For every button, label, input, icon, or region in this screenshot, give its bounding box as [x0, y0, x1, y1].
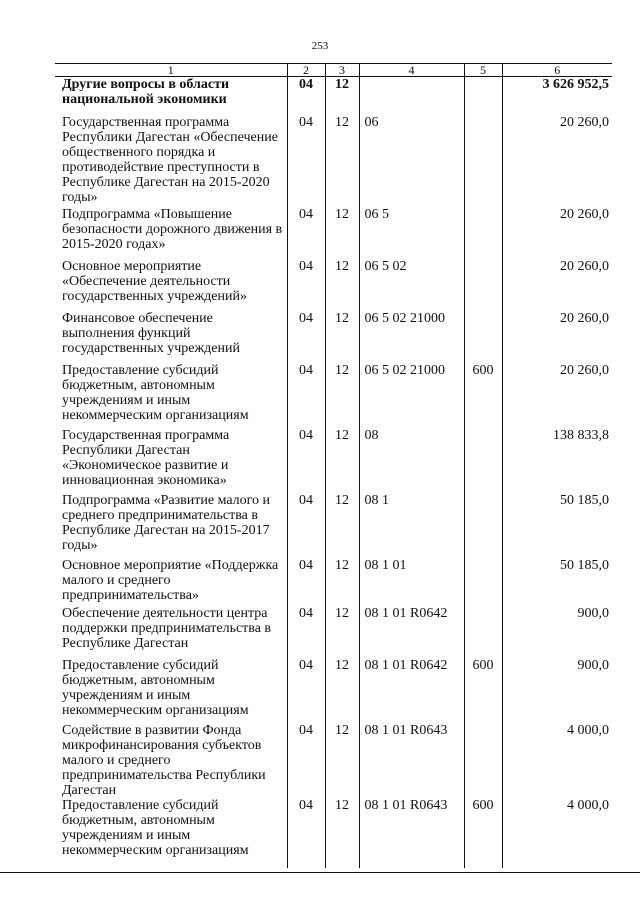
- row-subsection: 12: [325, 311, 359, 363]
- row-target-article: 06 5: [359, 207, 464, 259]
- header-row: [55, 64, 612, 77]
- row-subsection: 12: [325, 798, 359, 868]
- row-target-article: 06 5 02: [359, 259, 464, 311]
- row-expense-type: [464, 723, 502, 798]
- row-section: 04: [287, 558, 325, 606]
- row-expense-type: [464, 606, 502, 658]
- row-subsection: 12: [325, 658, 359, 723]
- row-section: 04: [287, 493, 325, 558]
- row-name: Подпрограмма «Повышение безопасности дорожного движения в 2015-2020 годах»: [62, 206, 283, 252]
- row-section: 04: [287, 363, 325, 428]
- row-expense-type: [464, 259, 502, 311]
- row-section: 04: [287, 798, 325, 868]
- row-amount: 4 000,0: [502, 723, 612, 798]
- row-amount: 50 185,0: [502, 558, 612, 606]
- table-body: [55, 77, 612, 868]
- column-header-3: 3: [325, 64, 359, 77]
- row-subsection: 12: [325, 606, 359, 658]
- row-name: Предоставление субсидий бюджетным, автономным учреждениям и иным некоммерческим организациям: [62, 362, 249, 423]
- row-amount: 20 260,0: [502, 207, 612, 259]
- row-name: Государственная программа Республики Дагестан «Экономическое развитие и инновационная экономика»: [62, 427, 230, 488]
- row-section: 04: [287, 311, 325, 363]
- row-target-article: 08 1: [359, 493, 464, 558]
- row-section: 04: [287, 115, 325, 207]
- row-amount: 900,0: [502, 658, 612, 723]
- row-subsection: 12: [325, 493, 359, 558]
- row-expense-type: [464, 115, 502, 207]
- row-amount: 20 260,0: [502, 363, 612, 428]
- row-name: Финансовое обеспечение выполнения функций государственных учреждений: [62, 310, 240, 356]
- row-name: Содействие в развитии Фонда микрофинансирования субъектов малого и среднего предпринимательства Республики Дагестан: [62, 722, 266, 798]
- row-amount: 50 185,0: [502, 493, 612, 558]
- table-row: [55, 207, 612, 259]
- row-target-article: 06 5 02 21000: [359, 363, 464, 428]
- row-name: Подпрограмма «Развитие малого и среднего предпринимательства в Республике Дагестан на 2015-2017 годы»: [62, 492, 271, 553]
- table-row: [55, 259, 612, 311]
- table-row: [55, 115, 612, 207]
- row-amount: 20 260,0: [502, 115, 612, 207]
- row-amount: 138 833,8: [502, 428, 612, 493]
- row-subsection: 12: [325, 259, 359, 311]
- row-name: Государственная программа Республики Дагестан «Обеспечение общественного порядка и противодействие преступности в Республике Дагестан на 2015-2020 годы»: [62, 114, 278, 205]
- row-subsection: 12: [325, 115, 359, 207]
- row-name: Основное мероприятие «Поддержка малого и среднего предпринимательства»: [62, 557, 279, 603]
- row-expense-type: [464, 311, 502, 363]
- table-row: [55, 558, 612, 606]
- row-section: 04: [287, 658, 325, 723]
- column-header-1: 1: [55, 64, 287, 77]
- row-subsection: 12: [325, 723, 359, 798]
- table-row: [55, 606, 612, 658]
- row-subsection: 12: [325, 558, 359, 606]
- row-amount: 20 260,0: [502, 259, 612, 311]
- row-subsection: 12: [325, 207, 359, 259]
- row-target-article: 08 1 01 R0643: [359, 798, 464, 868]
- row-name: Обеспечение деятельности центра поддержки предпринимательства в Республике Дагестан: [62, 605, 272, 651]
- table-row: [55, 658, 612, 723]
- row-amount: 3 626 952,5: [502, 77, 612, 115]
- row-expense-type: [464, 77, 502, 115]
- row-target-article: [359, 77, 464, 115]
- row-expense-type: [464, 558, 502, 606]
- row-subsection: 12: [325, 428, 359, 493]
- budget-table: [55, 63, 612, 868]
- row-section: 04: [287, 207, 325, 259]
- column-header-5: 5: [464, 64, 502, 77]
- table-row: [55, 723, 612, 798]
- table-row: [55, 363, 612, 428]
- table-row: [55, 311, 612, 363]
- row-subsection: 12: [325, 77, 359, 115]
- row-amount: 900,0: [502, 606, 612, 658]
- row-expense-type: [464, 428, 502, 493]
- row-name: Другие вопросы в области национальной экономики: [62, 77, 230, 107]
- row-name: Предоставление субсидий бюджетным, автономным учреждениям и иным некоммерческим организациям: [62, 797, 249, 858]
- row-target-article: 08 1 01 R0643: [359, 723, 464, 798]
- row-target-article: 06 5 02 21000: [359, 311, 464, 363]
- row-target-article: 08 1 01 R0642: [359, 606, 464, 658]
- page-bottom-rule: [0, 872, 640, 873]
- row-amount: 4 000,0: [502, 798, 612, 868]
- row-expense-type: [464, 207, 502, 259]
- row-target-article: 06: [359, 115, 464, 207]
- row-section: 04: [287, 428, 325, 493]
- row-section: 04: [287, 606, 325, 658]
- row-target-article: 08 1 01 R0642: [359, 658, 464, 723]
- row-expense-type: 600: [464, 658, 502, 723]
- row-section: 04: [287, 259, 325, 311]
- page-number: 253: [311, 40, 329, 52]
- row-expense-type: [464, 493, 502, 558]
- table-row: [55, 493, 612, 558]
- row-expense-type: 600: [464, 798, 502, 868]
- row-subsection: 12: [325, 363, 359, 428]
- table-row: [55, 428, 612, 493]
- column-header-2: 2: [287, 64, 325, 77]
- table-row: [55, 77, 612, 115]
- row-amount: 20 260,0: [502, 311, 612, 363]
- row-expense-type: 600: [464, 363, 502, 428]
- row-section: 04: [287, 77, 325, 115]
- row-target-article: 08: [359, 428, 464, 493]
- column-header-4: 4: [359, 64, 464, 77]
- row-name: Основное мероприятие «Обеспечение деятельности государственных учреждений»: [62, 258, 247, 304]
- row-target-article: 08 1 01: [359, 558, 464, 606]
- row-name: Предоставление субсидий бюджетным, автономным учреждениям и иным некоммерческим организациям: [62, 657, 249, 718]
- row-section: 04: [287, 723, 325, 798]
- table-row: [55, 798, 612, 868]
- column-header-6: 6: [502, 64, 612, 77]
